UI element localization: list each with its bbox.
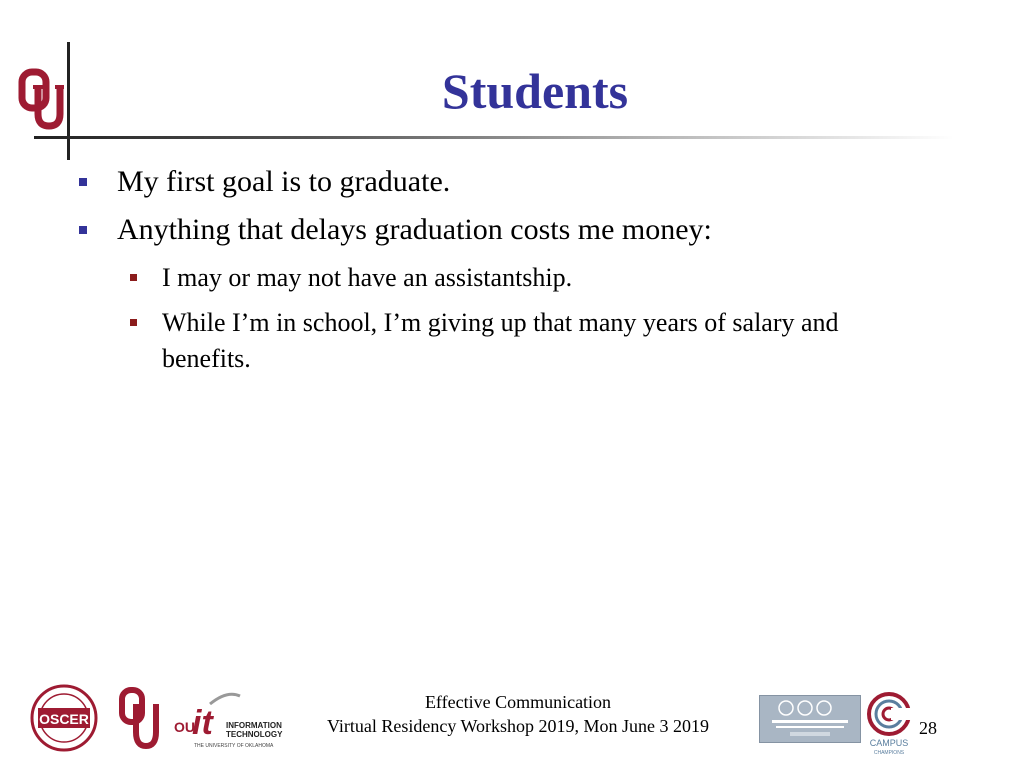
ou-footer-logo (122, 690, 156, 746)
aci-ref-logo-graphic (760, 696, 860, 742)
aci-ref-logo (759, 695, 861, 743)
bullet-item (117, 164, 450, 200)
footer-line-1: Effective Communication (424, 692, 612, 712)
it-logo-text-1: INFORMATION (226, 721, 282, 730)
slide-footer (300, 690, 736, 738)
header-horizontal-rule (34, 136, 954, 139)
bullet-text: Anything that delays graduation costs me money: (117, 213, 712, 246)
square-bullet-icon (130, 319, 137, 326)
footer-logos (22, 684, 292, 752)
square-bullet-icon (79, 178, 87, 186)
sub-bullet-item (162, 260, 572, 296)
slide-title: Students (441, 63, 629, 119)
header-vertical-rule (67, 42, 70, 160)
it-logo-mark: it (192, 704, 213, 742)
campus-logo-text: CAMPUS (869, 738, 909, 748)
ou-logo (18, 66, 64, 132)
campus-logo-subtext: CHAMPIONS (873, 750, 905, 756)
sub-bullet-item (162, 305, 882, 377)
bullet-text: I may or may not have an assistantship. (162, 263, 573, 292)
campus-champions-logo (865, 690, 913, 756)
it-logo-text-3: THE UNIVERSITY OF OKLAHOMA (194, 743, 274, 749)
bullet-item (117, 212, 712, 248)
oscer-logo (32, 686, 96, 750)
it-logo-text-2: TECHNOLOGY (226, 730, 283, 739)
square-bullet-icon (130, 274, 137, 281)
bullet-text: While I’m in school, I’m giving up that many years of salary and benefits. (162, 308, 839, 373)
page-number: 28 (919, 718, 937, 738)
oscer-logo-text: OSCER (39, 711, 89, 727)
footer-line-2: Virtual Residency Workshop 2019, Mon June 3 2019 (326, 716, 710, 736)
svg-text:OU: OU (174, 719, 195, 735)
bullet-text: My first goal is to graduate. (117, 165, 451, 198)
square-bullet-icon (79, 226, 87, 234)
it-logo (174, 694, 283, 749)
